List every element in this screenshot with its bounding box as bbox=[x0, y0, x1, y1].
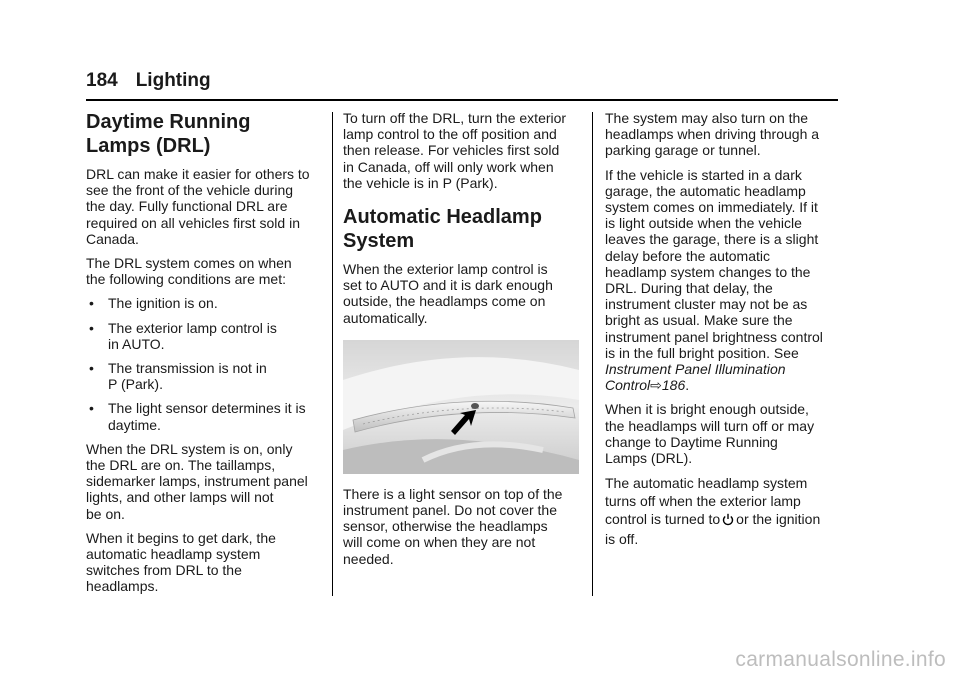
auto-headlamp-intro: When the exterior lamp control is set to AUTO and it is dark enough outside, the headlamps come on automatically. bbox=[343, 261, 553, 326]
drl-on-paragraph: When the DRL system is on, only the DRL are on. The taillamps, sidemarker lamps, instrument panel lights, and other lamps will not be on. bbox=[86, 440, 308, 522]
watermark: carmanualsonline.info bbox=[735, 648, 946, 671]
column-divider-2 bbox=[592, 112, 593, 596]
bullet-icon: • bbox=[89, 400, 94, 417]
bullet-icon: • bbox=[89, 295, 94, 312]
xref-arrow-icon: ⇨ bbox=[650, 377, 662, 394]
list-item bbox=[86, 360, 322, 392]
xref-end: . bbox=[685, 377, 690, 394]
drl-conditions-list bbox=[86, 295, 322, 432]
list-item bbox=[86, 400, 322, 432]
garage-tunnel-paragraph: The system may also turn on the headlamps when driving through a parking garage or tunnel. bbox=[605, 110, 820, 159]
drl-off-paragraph: To turn off the DRL, turn the exterior lamp control to the off position and then release. For vehicles first sold in Canada, off will only work when the vehicle is in P (Park). bbox=[343, 110, 567, 191]
xref-link[interactable]: Instrument Panel Illumination Control bbox=[605, 361, 786, 394]
drl-dark-paragraph: When it begins to get dark, the automatic headlamp system switches from DRL to the headlamps. bbox=[86, 529, 276, 595]
auto-headlamp-heading: Automatic Headlamp System bbox=[343, 206, 542, 253]
list-item-text: The ignition is on. bbox=[108, 295, 218, 312]
column-3 bbox=[605, 110, 841, 556]
drl-heading: Daytime Running Lamps (DRL) bbox=[86, 111, 251, 157]
list-item-text: The light sensor determines it is daytime. bbox=[108, 400, 306, 433]
dark-garage-paragraph bbox=[605, 167, 841, 394]
xref-page[interactable]: 186 bbox=[661, 377, 686, 394]
header-rule bbox=[86, 99, 838, 101]
headlamp-off-text-b: or the ignition is off. bbox=[605, 511, 821, 548]
list-item-text: The transmission is not in P (Park). bbox=[108, 360, 267, 393]
list-item bbox=[86, 320, 322, 352]
headlamp-off-text-a: The automatic headlamp system turns off when the exterior lamp control is turned to bbox=[605, 475, 808, 528]
column-divider-1 bbox=[332, 112, 333, 596]
section-title: Lighting bbox=[135, 70, 211, 91]
headlamp-off-paragraph bbox=[605, 474, 841, 548]
list-item-text: The exterior lamp control is in AUTO. bbox=[108, 319, 277, 352]
light-sensor-figure bbox=[343, 340, 579, 474]
column-1 bbox=[86, 110, 322, 603]
drl-intro: DRL can make it easier for others to see the front of the vehicle during the day. Fully functional DRL are required on all vehicles first sold in Canada. bbox=[86, 166, 310, 247]
bullet-icon: • bbox=[89, 360, 94, 377]
drl-conditions-intro: The DRL system comes on when the following conditions are met: bbox=[86, 255, 292, 288]
dark-garage-text: If the vehicle is started in a dark garage, the automatic headlamp system comes on immediately. If it is light outside when the vehicle leaves the garage, there is a slight delay before the automatic headlamp system changes to the DRL. During that delay, the instrument cluster may not be as bright as usual. Make sure the instrument panel brightness control is in the full bright position. See bbox=[605, 166, 823, 361]
power-off-icon bbox=[722, 512, 734, 530]
bullet-icon: • bbox=[89, 319, 94, 336]
column-2 bbox=[343, 110, 579, 575]
page-number: 184 bbox=[86, 70, 118, 91]
list-item bbox=[86, 295, 322, 311]
page-header bbox=[86, 70, 211, 92]
light-sensor-paragraph: There is a light sensor on top of the instrument panel. Do not cover the sensor, otherwise the headlamps will come on when they are not needed. bbox=[343, 485, 563, 567]
light-sensor-photo bbox=[343, 340, 579, 474]
bright-outside-paragraph: When it is bright enough outside, the headlamps will turn off or may change to Daytime Running Lamps (DRL). bbox=[605, 401, 815, 467]
